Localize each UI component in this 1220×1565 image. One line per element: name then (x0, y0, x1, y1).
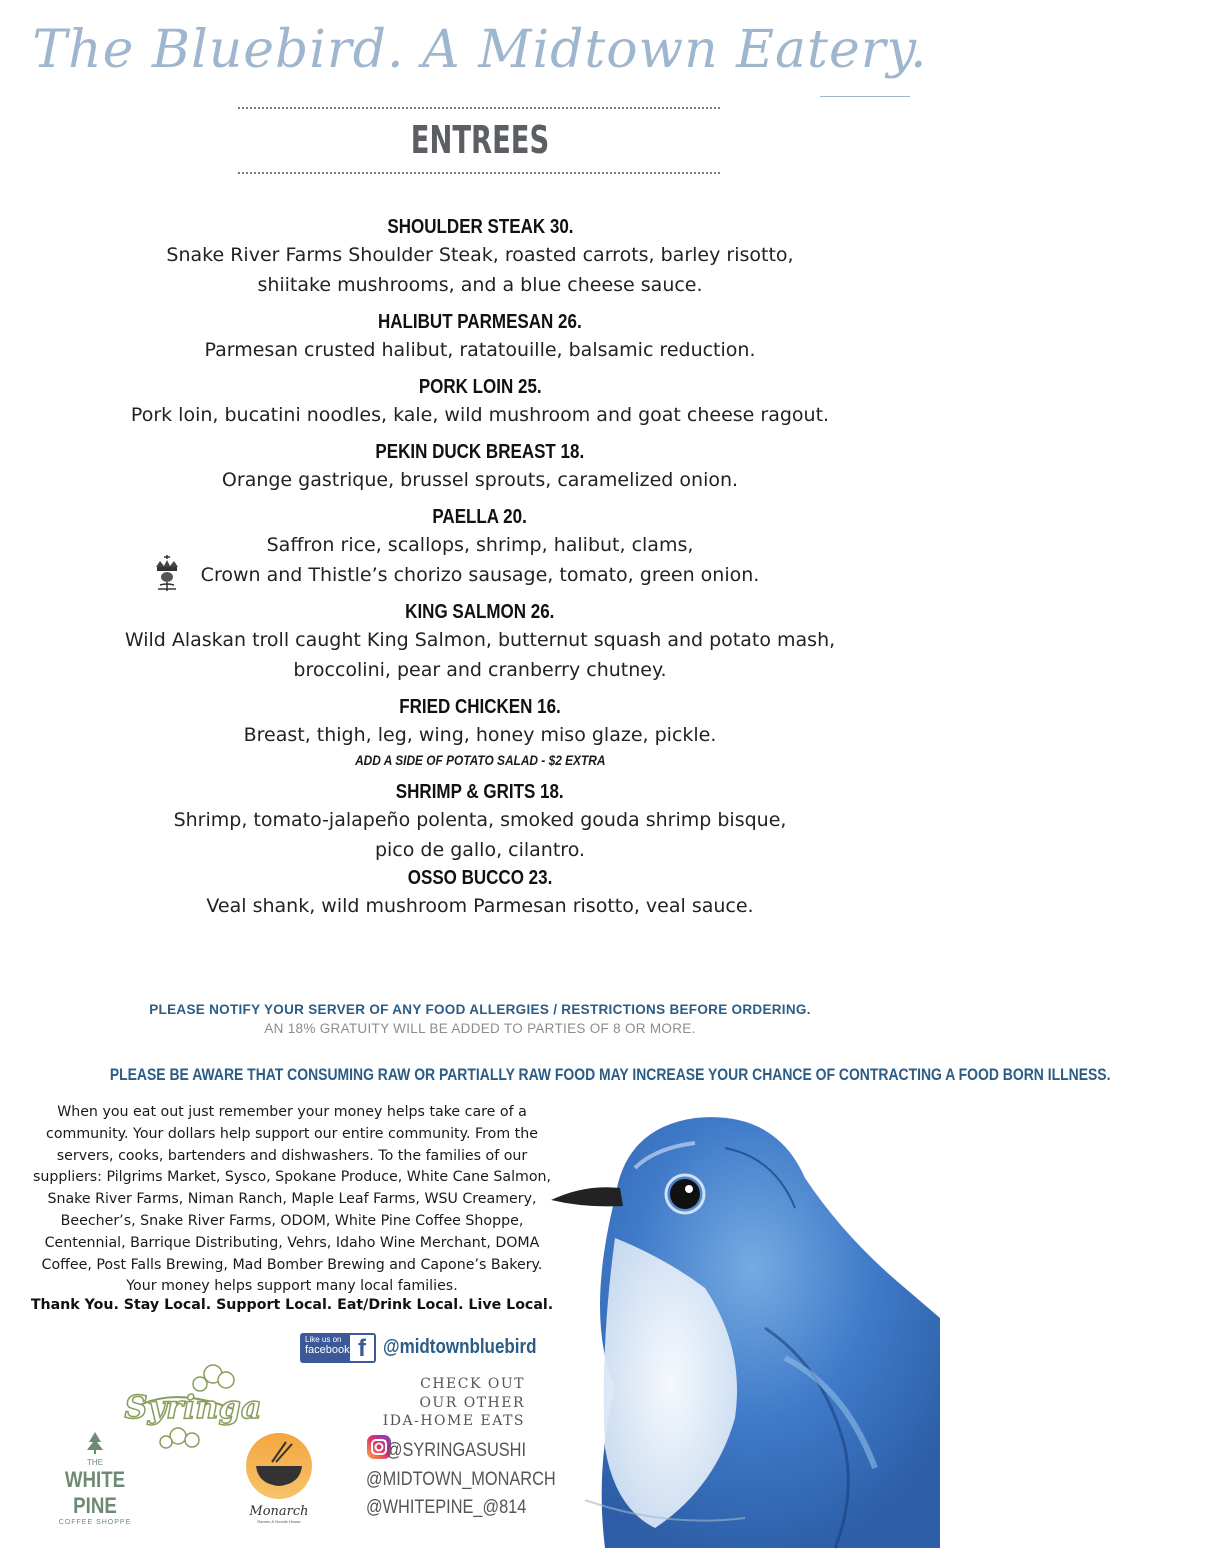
gratuity-notice: AN 18% GRATUITY WILL BE ADDED TO PARTIES OF 8 OR MORE. (264, 1021, 696, 1036)
item-name: KING SALMON 26. (405, 601, 555, 623)
item-description: Breast, thigh, leg, wing, honey miso glaze, pickle. (243, 724, 717, 746)
community-line: Beecher’s, Snake River Farms, ODOM, White Pine Coffee Shoppe, (60, 1212, 524, 1229)
restaurant-title: The Bluebird. A Midtown Eatery. (32, 20, 928, 80)
community-line: servers, cooks, bartenders and dishwashers. To the families of our (56, 1147, 528, 1164)
monarch-logo-text: Monarch (249, 1504, 309, 1519)
item-name: SHRIMP & GRITS 18. (396, 781, 564, 803)
menu-item (0, 374, 960, 430)
check-out-other-eats (360, 1375, 525, 1431)
item-description: Crown and Thistle’s chorizo sausage, tomato, green onion. (200, 564, 760, 586)
bottom-dotted-divider (238, 172, 720, 174)
community-message (28, 1102, 556, 1298)
item-name: OSSO BUCCO 23. (407, 867, 553, 889)
monarch-handle[interactable]: @MIDTOWN_MONARCH (366, 1468, 556, 1490)
thank-you-line: Thank You. Stay Local. Support Local. Eat/Drink Local. Live Local. (30, 1297, 554, 1313)
item-description: Wild Alaskan troll caught King Salmon, butternut squash and potato mash, (124, 629, 836, 651)
community-line: Centennial, Barrique Distributing, Vehrs, Idaho Wine Merchant, DOMA (44, 1234, 540, 1251)
menu-item (0, 865, 960, 921)
instagram-handles (340, 1437, 556, 1523)
item-description: Saffron rice, scallops, shrimp, halibut, clams, (266, 534, 694, 556)
facebook-icon: f (350, 1335, 374, 1361)
title-underline-flourish (820, 96, 910, 97)
bluebird-watercolor-illustration (545, 1088, 940, 1548)
checkout-line: CHECK OUT (420, 1376, 525, 1392)
item-description: Parmesan crusted halibut, ratatouille, balsamic reduction. (204, 339, 756, 361)
menu-item (0, 439, 960, 495)
monarch-logo-sub: Ramen & Noodle House (257, 1519, 301, 1524)
community-line: Your money helps support many local families. (126, 1278, 458, 1295)
menu-item (0, 214, 960, 300)
top-dotted-divider (238, 107, 720, 109)
whitepine-handle[interactable]: @WHITEPINE_@814 (366, 1497, 527, 1518)
menu-item (0, 599, 960, 685)
item-description: shiitake mushrooms, and a blue cheese sauce. (257, 274, 703, 296)
crown-and-thistle-logo-icon (150, 553, 184, 593)
item-name: HALIBUT PARMESAN 26. (378, 311, 582, 333)
facebook-badge-line2: facebook (305, 1344, 350, 1356)
item-description: pico de gallo, cilantro. (374, 839, 586, 861)
menu-item (0, 504, 960, 590)
entree-list (0, 214, 960, 921)
item-addon-note: ADD A SIDE OF POTATO SALAD - $2 EXTRA (354, 752, 606, 768)
checkout-line: OUR OTHER (419, 1394, 525, 1411)
item-description: broccolini, pear and cranberry chutney. (293, 659, 667, 681)
item-description: Pork loin, bucatini noodles, kale, wild mushroom and goat cheese ragout. (130, 404, 830, 426)
syringa-logo-text: Syringa (124, 1388, 262, 1426)
checkout-line: IDA-HOME EATS (382, 1413, 525, 1429)
item-name: PEKIN DUCK BREAST 18. (375, 441, 585, 463)
menu-item (0, 694, 960, 770)
white-pine-name: WHITE PINE (64, 1467, 126, 1518)
item-description: Orange gastrique, brussel sprouts, caramelized onion. (221, 469, 739, 491)
white-pine-logo (34, 1432, 156, 1526)
facebook-badge-line1: Like us on (305, 1335, 342, 1344)
section-heading: ENTREES (410, 118, 550, 162)
menu-item (0, 779, 960, 865)
raw-food-warning-text: PLEASE BE AWARE THAT CONSUMING RAW OR PARTIALLY RAW FOOD MAY INCREASE YOUR CHANCE OF CONTRACTING A FOOD BORN ILLNESS. (109, 1065, 1111, 1084)
community-line: community. Your dollars help support our entire community. From the (46, 1125, 538, 1142)
white-pine-top-text: THE (87, 1458, 103, 1467)
community-line: Coffee, Post Falls Brewing, Mad Bomber Brewing and Capone’s Bakery. (41, 1256, 543, 1273)
facebook-handle[interactable]: @midtownbluebird (383, 1336, 537, 1358)
community-line: Snake River Farms, Niman Ranch, Maple Leaf Farms, WSU Creamery, (47, 1191, 537, 1208)
item-description: Snake River Farms Shoulder Steak, roasted carrots, barley risotto, (166, 244, 794, 266)
menu-item (0, 309, 960, 365)
item-description: Veal shank, wild mushroom Parmesan risotto, veal sauce. (206, 895, 754, 917)
item-name: PAELLA 20. (432, 506, 528, 528)
allergy-notice: PLEASE NOTIFY YOUR SERVER OF ANY FOOD ALLERGIES / RESTRICTIONS BEFORE ORDERING. (149, 1002, 811, 1017)
item-name: SHOULDER STEAK 30. (386, 216, 574, 238)
item-name: PORK LOIN 25. (418, 376, 542, 398)
item-description: Shrimp, tomato-jalapeño polenta, smoked gouda shrimp bisque, (173, 809, 787, 831)
facebook-badge-text (305, 1335, 350, 1355)
syringa-handle[interactable]: @SYRINGASUSHI (385, 1440, 526, 1461)
community-line: suppliers: Pilgrims Market, Sysco, Spokane Produce, White Cane Salmon, (32, 1169, 552, 1186)
raw-food-warning (0, 1065, 1111, 1085)
monarch-logo (242, 1432, 316, 1524)
community-line: When you eat out just remember your money helps take care of a (57, 1104, 527, 1120)
white-pine-sub: COFFEE SHOPPE (58, 1519, 132, 1526)
facebook-like-badge[interactable] (300, 1333, 376, 1363)
pine-tree-icon (85, 1432, 105, 1454)
item-name: FRIED CHICKEN 16. (399, 696, 561, 718)
